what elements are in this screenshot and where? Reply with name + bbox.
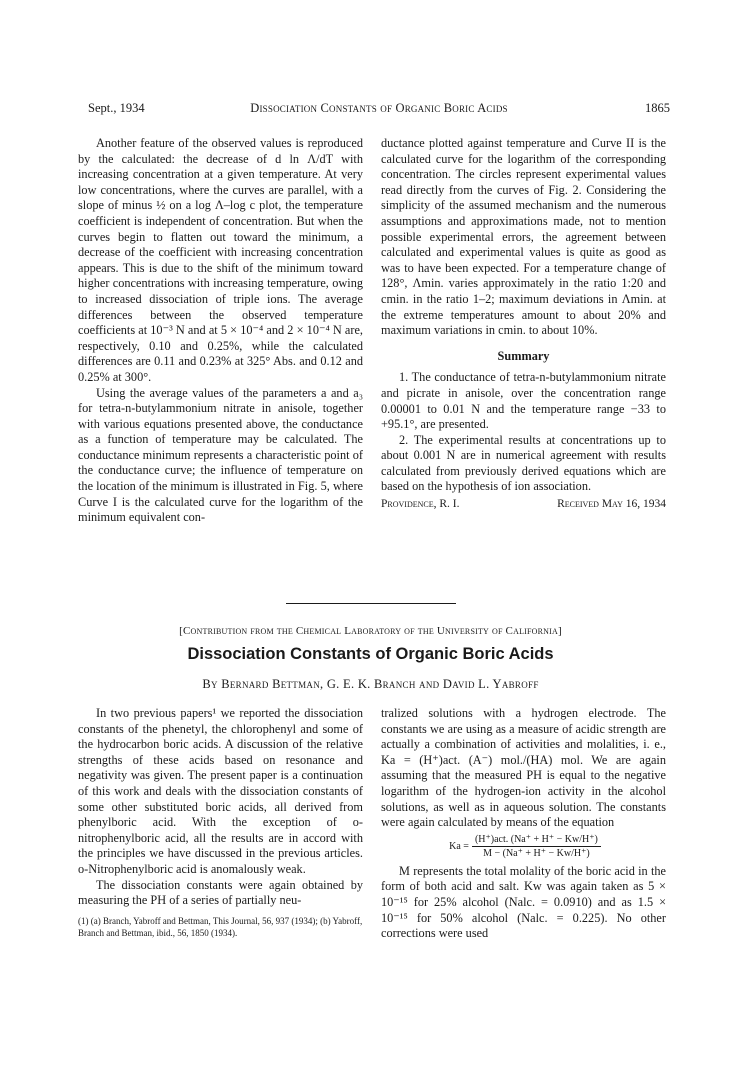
paragraph: M represents the total molality of the boric acid in the form of both acid and salt. Kw was again taken as 5 × 10⁻¹⁵ for 25% alcohol (Nalc. = 0.0910) and as 1.5 × 10⁻¹⁵ for 50% alcohol (Nalc. = 0.225). No other corrections were used [381, 863, 666, 941]
paragraph: ductance plotted against temperature and Curve II is the calculated curve for the logarithm of the corresponding concentration. The circles represent experimental values read directly from the curves of Fig. 2. Considering the simplicity of the assumed mechanism and the numerous assumptions and approximations made, not to mention possible experimental errors, the agreement between calculated and experimental values is quite as good as was to have been expected. For a temperature change of 128°, Λmin. varies approximately in the ratio 1:20 and cmin. in the ratio 1–2; maximum deviations in Λmin. at the extreme temperatures amount to about 20% and maximum variations in cmin. to about 10%. [381, 136, 666, 338]
article-title: Dissociation Constants of Organic Boric Acids [187, 645, 554, 663]
summary-heading: Summary [497, 348, 550, 363]
equation [381, 833, 666, 860]
signature-line [381, 497, 666, 513]
equation-denominator: M − (Na⁺ + H⁺ − Kw/H⁺) [483, 847, 590, 859]
article-authors: By Bernard Bettman, G. E. K. Branch and David L. Yabroff [202, 677, 539, 691]
paragraph: The dissociation constants were again obtained by measuring the PH of a series of partially neu- [78, 877, 363, 908]
header-running-title: Dissociation Constants of Organic Boric Acids [250, 101, 508, 115]
paragraph: tralized solutions with a hydrogen electrode. The constants we are using as a measure of acidic strength are actually a combination of activities and molalities, i. e., Ka = (H⁺)act. (A⁻) mol./(HA) mol. We are again assuming that the measured PH is equal to the negative logarithm of the hydrogen-ion activity in the alcohol solutions, as well as in aqueous solution. The constants were again calculated by means of the equation [381, 706, 666, 830]
contribution-line: [Contribution from the Chemical Laboratory of the University of California] [179, 625, 562, 637]
equation-lhs: Ka = [449, 840, 469, 852]
footnote: (1) (a) Branch, Yabroff and Bettman, This Journal, 56, 937 (1934); (b) Yabroff, Branch and Bettman, ibid., 56, 1850 (1934). [78, 915, 363, 938]
header-page-number: 1865 [645, 101, 670, 115]
column-right-top [381, 136, 666, 513]
running-header [88, 101, 670, 119]
paragraph: Another feature of the observed values is reproduced by the calculated: the decrease of d ln Λ/dT with increasing concentration at a given temperature. At very low concentrations, where the curves are parallel, with a slope of minus ½ on a log Λ–log c plot, the temperature coefficient is independent of concentration. But when the curves begin to flatten out toward the minimum, a decrease of the coefficient with increasing concentration appears. This is due to the shift of the minimum toward higher concentrations with increasing temperature, owing to increased dissociation of triple ions. The average differences between the observed temperature coefficients at 10⁻³ N and at 5 × 10⁻⁴ and 2 × 10⁻⁴ N are, respectively, 0.10 and 0.25%, while the calculated differences are 0.11 and 0.23% at 325° Abs. and 0.12 and 0.25% at 300°. [78, 136, 363, 384]
divider-rule [286, 603, 456, 604]
paragraph: Using the average values of the parameters a and a₃ for tetra-n-butylammonium nitrate in anisole, together with various equations presented above, the conductance as a function of temperature may be calculated. The conductance minimum represents a characteristic point of the conductance curve; the influence of temperature on the location of the minimum is illustrated in Fig. 5, where Curve I is the calculated curve for the logarithm of the minimum equivalent con- [78, 385, 363, 525]
column-left-top [78, 136, 363, 526]
paragraph: In two previous papers¹ we reported the dissociation constants of the phenetyl, the chlorophenyl and some of the hydrocarbon boric acids. A discussion of the relative strengths of these acids based on resonance and negativity was given. The present paper is a continuation of this work and deals with the dissociation constants of some other substituted boric acids, all derived from phenylboric acid. With the exception of o-nitrophenylboric acid, all the results are in accord with the principles we have discussed in the previous articles. o-Nitrophenylboric acid is anomalously weak. [78, 706, 363, 876]
place: Providence, R. I. [381, 498, 460, 511]
column-left-bottom [78, 706, 363, 939]
header-date: Sept., 1934 [88, 101, 145, 115]
summary-item: 1. The conductance of tetra-n-butylammonium nitrate and picrate in anisole, over the concentration range 0.00001 to 0.01 N and the temperature range −33 to +95.1°, are presented. [381, 370, 666, 432]
summary-item: 2. The experimental results at concentrations up to about 0.001 N are in numerical agreement with results calculated from previously derived equations which are based on the hypothesis of ion association. [381, 432, 666, 494]
received-date: Received May 16, 1934 [557, 498, 666, 511]
equation-numerator: (H⁺)act. (Na⁺ + H⁺ − Kw/H⁺) [472, 833, 601, 847]
column-right-bottom [381, 706, 666, 942]
